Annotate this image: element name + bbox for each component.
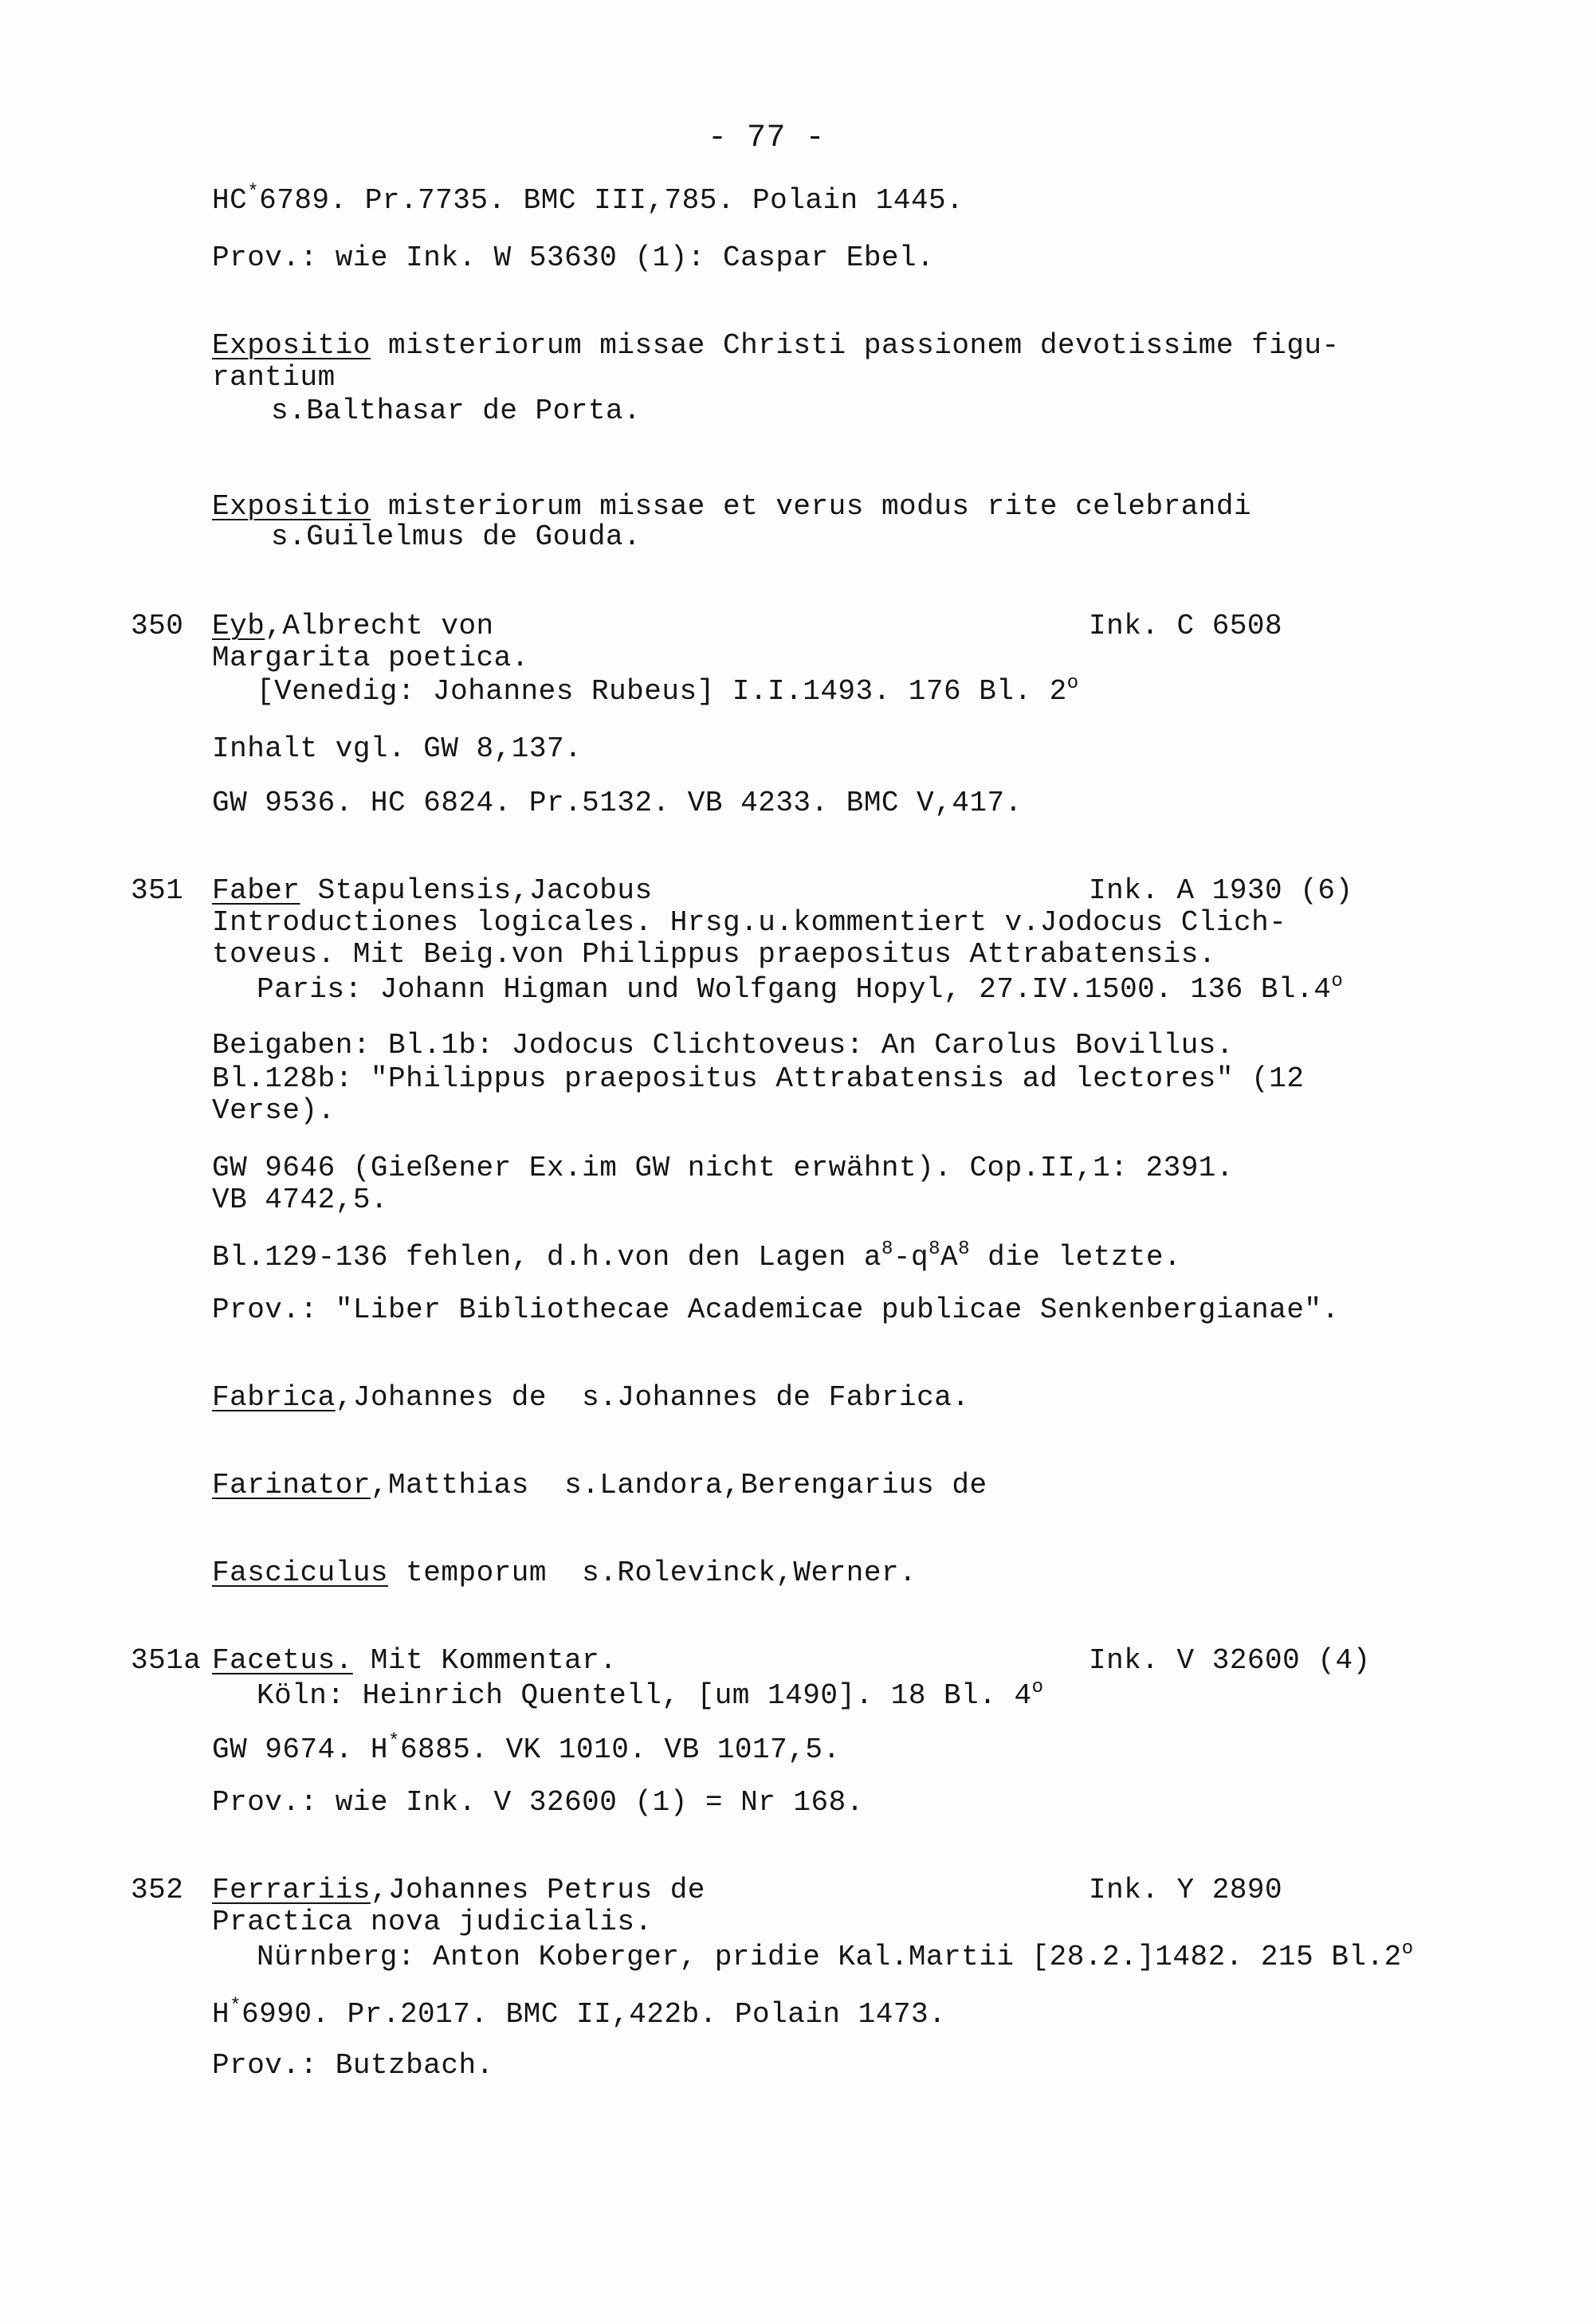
entry-351-supplements-end: Verse). <box>212 1094 336 1127</box>
cross-reference-heading <box>212 491 1251 523</box>
entry-350-heading <box>131 610 494 642</box>
heading-rest: misteriorum missae Christi passionem devotissime figu- <box>370 329 1340 362</box>
entry-350-note: Inhalt vgl. GW 8,137. <box>212 732 583 765</box>
entry-number: 351a <box>131 1644 202 1677</box>
ref-prefix: HC <box>212 184 248 217</box>
entry-350-references: GW 9536. HC 6824. Pr.5132. VB 4233. BMC V,417. <box>212 787 1023 819</box>
entry-351-provenance: Prov.: "Liber Bibliothecae Academicae publicae Senkenbergianae". <box>212 1294 1340 1326</box>
entry-number: 350 <box>131 610 184 642</box>
entry-351a-provenance: Prov.: wie Ink. V 32600 (1) = Nr 168. <box>212 1786 864 1819</box>
entry-351-imprint: Paris: Johann Higman und Wolfgang Hopyl, 27.IV.1500. 136 Bl.4$^o$ <box>257 971 1344 1006</box>
entry-provenance: Prov.: wie Ink. W 53630 (1): Caspar Ebel. <box>212 241 935 274</box>
entry-number: 352 <box>131 1874 184 1906</box>
cross-reference-line: rantium <box>212 361 336 394</box>
entry-351-references-cont: VB 4742,5. <box>212 1184 389 1216</box>
heading-word: Fabrica <box>212 1381 336 1414</box>
entry-351-shelfmark: Ink. A 1930 (6) <box>1089 874 1353 907</box>
entry-350-imprint: [Venedig: Johannes Rubeus] I.I.1493. 176 Bl. 2$^o$ <box>257 673 1079 708</box>
entry-351-missing-leaves: Bl.129-136 fehlen, d.h.von den Lagen $a^8-q^8A^8$ die letzte. <box>212 1239 1182 1274</box>
entry-352-provenance: Prov.: Butzbach. <box>212 2049 494 2082</box>
entry-number: 351 <box>131 874 184 907</box>
entry-352-imprint: Nürnberg: Anton Koberger, pridie Kal.Martii [28.2.]1482. 215 Bl.2$^o$ <box>257 1938 1414 1973</box>
cross-reference-fabrica: Fabrica,Johannes de s.Johannes de Fabrica. <box>212 1381 970 1414</box>
entry-350-title: Margarita poetica. <box>212 642 529 674</box>
cross-reference-heading <box>212 330 1340 362</box>
title-word: Facetus. <box>212 1644 353 1677</box>
entry-350-shelfmark: Ink. C 6508 <box>1089 610 1283 642</box>
heading-word: Expositio <box>212 329 371 362</box>
entry-352-title: Practica nova judicialis. <box>212 1906 653 1938</box>
entry-351a-references: GW 9674. H*6885. VK 1010. VB 1017,5. <box>212 1731 841 1766</box>
entry-351-supplements: Beigaben: Bl.1b: Jodocus Clichtoveus: An Carolus Bovillus. <box>212 1029 1235 1062</box>
heading-word: Expositio <box>212 490 371 523</box>
asterisk-mark: * <box>247 182 260 203</box>
author-name: Faber <box>212 874 300 907</box>
entry-352-references: H*6990. Pr.2017. BMC II,422b. Polain 1473. <box>212 1996 947 2031</box>
cross-reference-target: s.Balthasar de Porta. <box>271 395 642 427</box>
entry-351a-imprint: Köln: Heinrich Quentell, [um 1490]. 18 Bl. 4$^o$ <box>257 1677 1044 1712</box>
entry-351-supplements-cont: Bl.128b: "Philippus praepositus Attrabatensis ad lectores" (12 <box>212 1062 1305 1095</box>
entry-351-references: GW 9646 (Gießener Ex.im GW nicht erwähnt). Cop.II,1: 2391. <box>212 1152 1235 1184</box>
author-rest: Stapulensis,Jacobus <box>300 874 653 907</box>
asterisk-mark: * <box>388 1731 400 1753</box>
author-name: Eyb <box>212 610 265 642</box>
author-rest: ,Albrecht von <box>265 610 494 642</box>
ref-rest: 6789. Pr.7735. BMC III,785. Polain 1445. <box>259 184 964 217</box>
entry-references <box>212 182 964 217</box>
heading-rest: misteriorum missae et verus modus rite celebrandi <box>370 490 1252 523</box>
entry-352-heading: 352 Ferrariis,Johannes Petrus de <box>131 1874 705 1906</box>
entry-351a-heading: 351a Facetus. Mit Kommentar. <box>131 1644 618 1677</box>
cross-reference-fasciculus: Fasciculus temporum s.Rolevinck,Werner. <box>212 1557 917 1589</box>
entry-352-shelfmark: Ink. Y 2890 <box>1089 1874 1283 1906</box>
page-number: - 77 - <box>708 120 826 156</box>
entry-351-title: Introductiones logicales. Hrsg.u.kommentiert v.Jodocus Clich- <box>212 906 1287 939</box>
entry-351-title-cont: toveus. Mit Beig.von Philippus praepositus Attrabatensis. <box>212 938 1216 971</box>
heading-word: Fasciculus <box>212 1557 389 1589</box>
cross-reference-farinator: Farinator,Matthias s.Landora,Berengarius de <box>212 1469 987 1502</box>
cross-reference-target: s.Guilelmus de Gouda. <box>271 520 642 553</box>
entry-351-heading <box>131 875 653 907</box>
heading-word: Farinator <box>212 1469 371 1502</box>
author-name: Ferrariis <box>212 1874 371 1906</box>
asterisk-mark: * <box>230 1996 242 2017</box>
entry-351a-shelfmark: Ink. V 32600 (4) <box>1089 1644 1371 1677</box>
